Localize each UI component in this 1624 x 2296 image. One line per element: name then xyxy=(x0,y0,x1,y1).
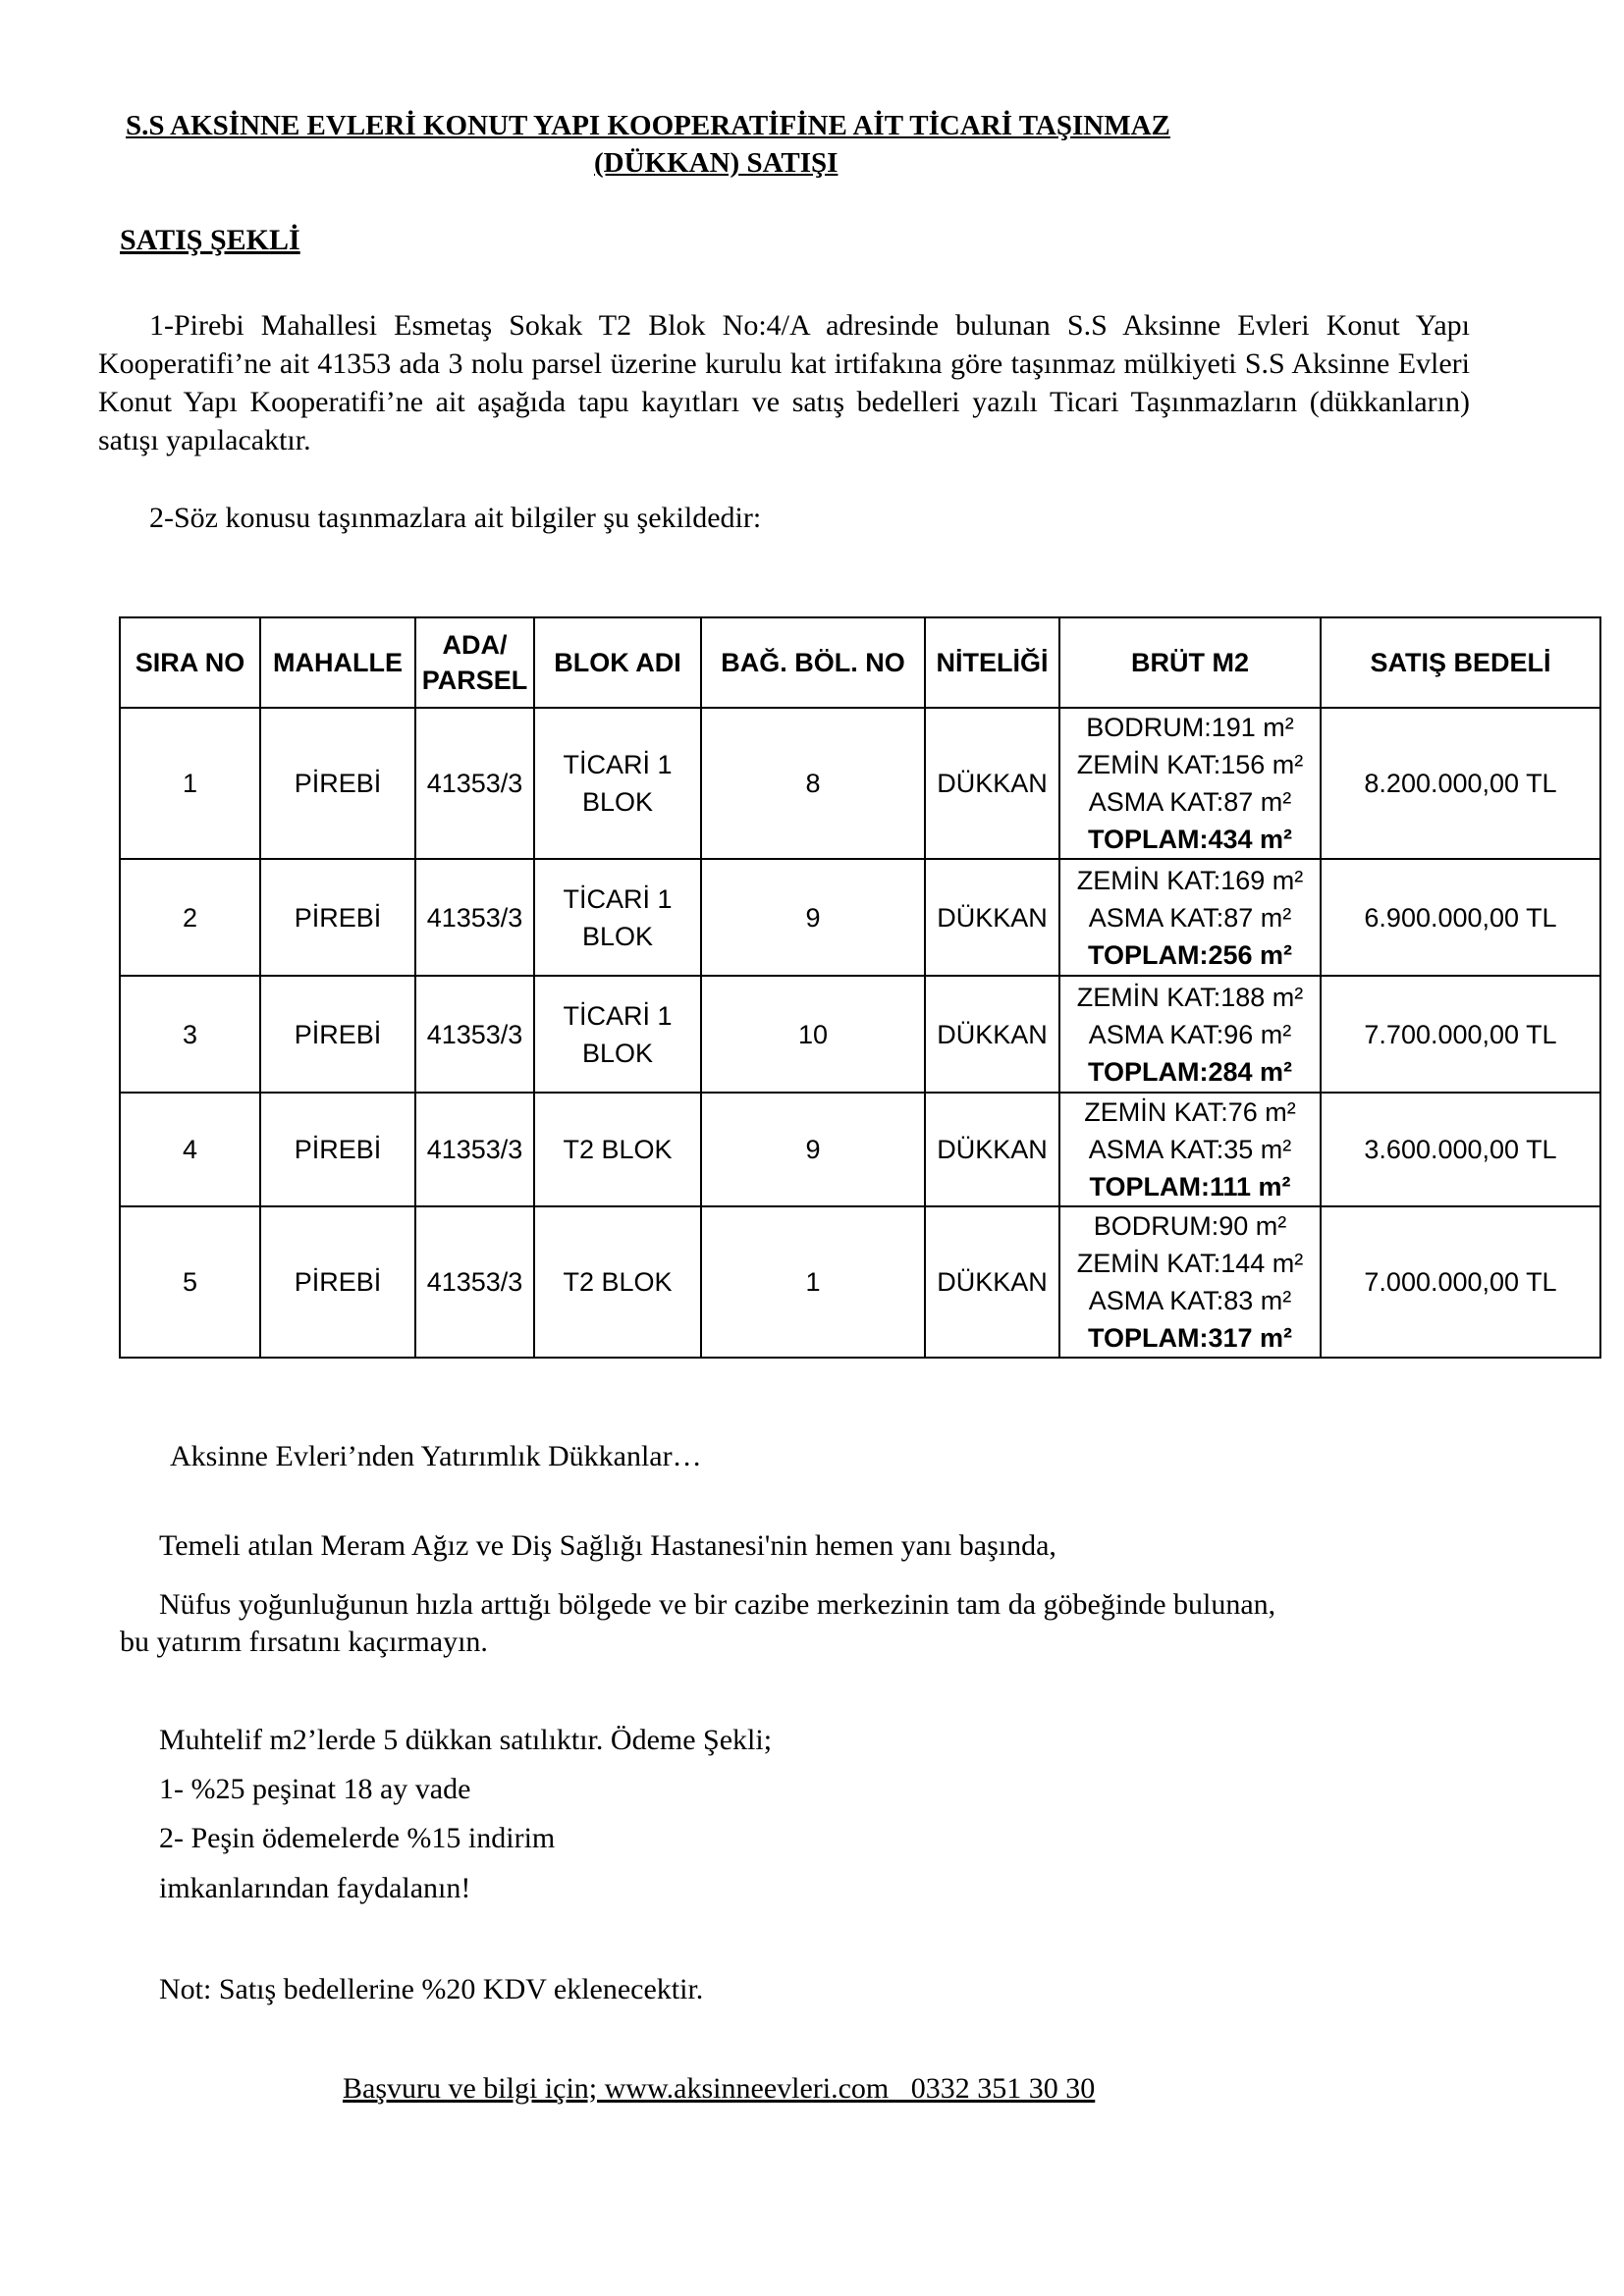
cell-brut-m2 xyxy=(1059,976,1321,1093)
blok-line-2: BLOK xyxy=(581,1038,654,1068)
cell-niteligi: DÜKKAN xyxy=(925,976,1059,1093)
cell-mahalle: PİREBİ xyxy=(260,1206,415,1358)
table-row xyxy=(120,1206,1600,1358)
section-heading: SATIŞ ŞEKLİ xyxy=(120,224,300,256)
promo-line-7: imkanlarından faydalanın! xyxy=(159,1872,471,1904)
cell-ada-parsel: 41353/3 xyxy=(415,976,534,1093)
cell-bag-bol-no: 9 xyxy=(701,1093,925,1206)
cell-sira-no: 1 xyxy=(120,708,260,859)
header-sira-no: SIRA NO xyxy=(120,617,260,708)
promo-line-1: Temeli atılan Meram Ağız ve Diş Sağlığı Hastanesi'nin hemen yanı başında, xyxy=(159,1529,1056,1562)
cell-brut-m2 xyxy=(1059,1206,1321,1358)
cell-niteligi: DÜKKAN xyxy=(925,1206,1059,1358)
brut-total: TOPLAM:434 m² xyxy=(1087,825,1293,854)
brut-total: TOPLAM:317 m² xyxy=(1087,1323,1293,1353)
cell-niteligi: DÜKKAN xyxy=(925,859,1059,976)
header-blok-adi: BLOK ADI xyxy=(534,617,701,708)
cell-brut-m2 xyxy=(1059,859,1321,976)
blok-line-2: BLOK xyxy=(581,921,654,951)
table-row xyxy=(120,976,1600,1093)
cell-satis-bedeli: 7.000.000,00 TL xyxy=(1321,1206,1600,1358)
cell-bag-bol-no: 10 xyxy=(701,976,925,1093)
cell-ada-parsel: 41353/3 xyxy=(415,859,534,976)
promo-line-3: bu yatırım fırsatını kaçırmayın. xyxy=(120,1626,488,1658)
header-mahalle: MAHALLE xyxy=(260,617,415,708)
vat-note: Not: Satış bedellerine %20 KDV eklenecektir. xyxy=(159,1973,704,2005)
cell-satis-bedeli: 6.900.000,00 TL xyxy=(1321,859,1600,976)
paragraph-2: 2-Söz konusu taşınmazlara ait bilgiler şu şekildedir: xyxy=(149,502,762,534)
brut-area-line: ZEMİN KAT:188 m² xyxy=(1076,982,1304,1012)
header-brut-m2: BRÜT M2 xyxy=(1059,617,1321,708)
cell-niteligi: DÜKKAN xyxy=(925,708,1059,859)
table-header-row xyxy=(120,617,1600,708)
cell-bag-bol-no: 9 xyxy=(701,859,925,976)
table-row xyxy=(120,859,1600,976)
cell-sira-no: 3 xyxy=(120,976,260,1093)
brut-total: TOPLAM:256 m² xyxy=(1087,939,1293,970)
brut-area-line: ASMA KAT:87 m² xyxy=(1088,787,1292,817)
brut-total: TOPLAM:284 m² xyxy=(1087,1056,1293,1087)
paragraph-1: 1-Pirebi Mahallesi Esmetaş Sokak T2 Blok No:4/A adresinde bulunan S.S Aksinne Evleri Konut Yapı Kooperatifi’ne ait 41353 ada 3 nolu parsel üzerine kurulu kat irtifakına göre taşınmaz mülkiyeti S.S Aksinne Evleri Konut Yapı Kooperatifi’ne ait aşağıda tapu kayıtları ve satış bedelleri yazılı Ticari Taşınmazların (dükkanların) satışı yapılacaktır. xyxy=(98,309,1470,456)
cell-mahalle: PİREBİ xyxy=(260,976,415,1093)
brut-area-line: ZEMİN KAT:169 m² xyxy=(1076,865,1304,895)
promo-line-4: Muhtelif m2’lerde 5 dükkan satılıktır. Ödeme Şekli; xyxy=(159,1724,773,1756)
payment-option-1: 1- %25 peşinat 18 ay vade xyxy=(159,1773,471,1805)
cell-sira-no: 2 xyxy=(120,859,260,976)
cell-bag-bol-no: 1 xyxy=(701,1206,925,1358)
header-bag-bol-no: BAĞ. BÖL. NO xyxy=(701,617,925,708)
table-row xyxy=(120,1093,1600,1206)
cell-brut-m2 xyxy=(1059,1093,1321,1206)
table-body xyxy=(120,708,1600,1358)
cell-satis-bedeli: 8.200.000,00 TL xyxy=(1321,708,1600,859)
cell-niteligi: DÜKKAN xyxy=(925,1093,1059,1206)
header-ada-line2: PARSEL xyxy=(421,666,528,695)
brut-area-line: BODRUM:90 m² xyxy=(1093,1211,1287,1241)
brut-area-line: ASMA KAT:87 m² xyxy=(1088,902,1292,933)
brut-area-line: ASMA KAT:96 m² xyxy=(1088,1019,1292,1049)
cell-blok-adi xyxy=(534,976,701,1093)
blok-line-1: TİCARİ 1 xyxy=(563,883,673,914)
blok-line-1: TİCARİ 1 xyxy=(563,750,673,779)
brut-area-line: ZEMİN KAT:144 m² xyxy=(1076,1249,1304,1278)
cell-blok-adi xyxy=(534,859,701,976)
cell-mahalle: PİREBİ xyxy=(260,708,415,859)
cell-sira-no: 4 xyxy=(120,1093,260,1206)
cell-satis-bedeli: 7.700.000,00 TL xyxy=(1321,976,1600,1093)
brut-area-line: ZEMİN KAT:76 m² xyxy=(1084,1097,1296,1127)
cell-mahalle: PİREBİ xyxy=(260,859,415,976)
blok-line-1: T2 BLOK xyxy=(563,1267,673,1297)
cell-satis-bedeli: 3.600.000,00 TL xyxy=(1321,1093,1600,1206)
table-row xyxy=(120,708,1600,859)
document-title-line2: (DÜKKAN) SATIŞI xyxy=(594,147,839,179)
brut-area-line: ZEMİN KAT:156 m² xyxy=(1076,750,1304,779)
blok-line-1: T2 BLOK xyxy=(563,1135,673,1164)
promo-line-2: Nüfus yoğunluğunun hızla arttığı bölgede ve bir cazibe merkezinin tam da göbeğinde bulunan, xyxy=(159,1588,1276,1621)
cell-mahalle: PİREBİ xyxy=(260,1093,415,1206)
header-ada-line1: ADA/ xyxy=(442,630,508,660)
brut-area-line: ASMA KAT:83 m² xyxy=(1088,1286,1292,1315)
cell-brut-m2 xyxy=(1059,708,1321,859)
cell-ada-parsel: 41353/3 xyxy=(415,1206,534,1358)
header-niteligi: NİTELİĞİ xyxy=(925,617,1059,708)
blok-line-1: TİCARİ 1 xyxy=(563,1000,673,1031)
contact-footer: Başvuru ve bilgi için; www.aksinneevleri.com 0332 351 30 30 xyxy=(343,2072,1096,2105)
cell-sira-no: 5 xyxy=(120,1206,260,1358)
cell-blok-adi xyxy=(534,1206,701,1358)
cell-ada-parsel: 41353/3 xyxy=(415,708,534,859)
property-table xyxy=(119,616,1601,1359)
header-ada-parsel xyxy=(415,617,534,708)
cell-bag-bol-no: 8 xyxy=(701,708,925,859)
header-satis-bedeli: SATIŞ BEDELİ xyxy=(1321,617,1600,708)
brut-total: TOPLAM:111 m² xyxy=(1089,1172,1291,1201)
cell-blok-adi xyxy=(534,708,701,859)
payment-option-2: 2- Peşin ödemelerde %15 indirim xyxy=(159,1822,556,1854)
brut-area-line: BODRUM:191 m² xyxy=(1086,713,1294,742)
blok-line-2: BLOK xyxy=(581,787,654,817)
cell-blok-adi xyxy=(534,1093,701,1206)
cell-ada-parsel: 41353/3 xyxy=(415,1093,534,1206)
document-title-line1: S.S AKSİNNE EVLERİ KONUT YAPI KOOPERATİFİNE AİT TİCARİ TAŞINMAZ xyxy=(126,110,1170,141)
brut-area-line: ASMA KAT:35 m² xyxy=(1088,1135,1292,1164)
promo-headline: Aksinne Evleri’nden Yatırımlık Dükkanlar… xyxy=(170,1440,702,1472)
